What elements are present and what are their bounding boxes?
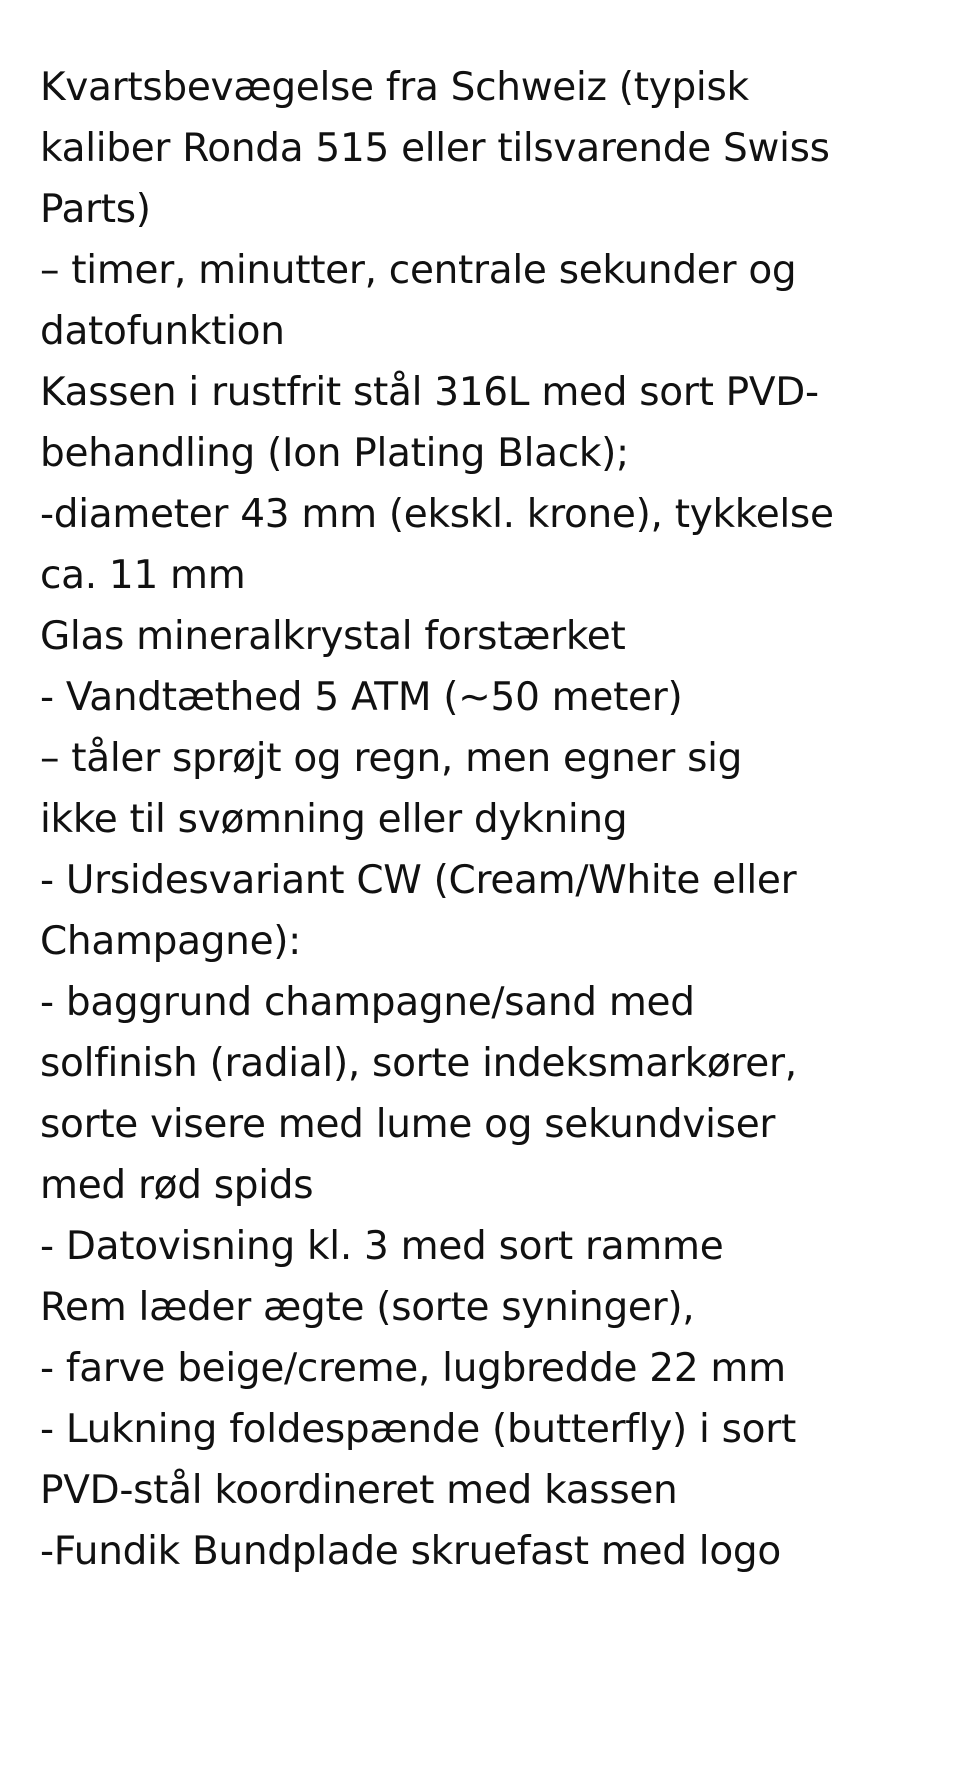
text-line: - baggrund champagne/sand med	[40, 980, 695, 1025]
text-line: kaliber Ronda 515 eller tilsvarende Swiss	[40, 126, 830, 171]
text-line: - Vandtæthed 5 ATM (~50 meter)	[40, 675, 683, 720]
text-line: behandling (Ion Plating Black);	[40, 431, 629, 476]
text-line: Champagne):	[40, 919, 302, 964]
text-line: PVD-stål koordineret med kassen	[40, 1468, 678, 1513]
text-line: datofunktion	[40, 309, 285, 354]
text-line: - Datovisning kl. 3 med sort ramme	[40, 1224, 724, 1269]
text-line: – timer, minutter, centrale sekunder og	[40, 248, 797, 293]
text-line: ikke til svømning eller dykning	[40, 797, 628, 842]
text-line: - farve beige/creme, lugbredde 22 mm	[40, 1346, 786, 1391]
text-line: - Lukning foldespænde (butterfly) i sort	[40, 1407, 796, 1452]
text-line: Kvartsbevægelse fra Schweiz (typisk	[40, 65, 749, 110]
text-line: solfinish (radial), sorte indeksmarkører,	[40, 1041, 797, 1086]
text-line: -Fundik Bundplade skruefast med logo	[40, 1529, 781, 1574]
text-line: Rem læder ægte (sorte syninger),	[40, 1285, 695, 1330]
text-line: Parts)	[40, 187, 151, 232]
text-line: med rød spids	[40, 1163, 314, 1208]
text-line: -diameter 43 mm (ekskl. krone), tykkelse	[40, 492, 834, 537]
text-line: ca. 11 mm	[40, 553, 246, 598]
text-line: – tåler sprøjt og regn, men egner sig	[40, 736, 743, 781]
text-line: Glas mineralkrystal forstærket	[40, 614, 626, 659]
text-line: Kassen i rustfrit stål 316L med sort PVD-	[40, 370, 819, 415]
product-description	[40, 57, 940, 1582]
text-line: sorte visere med lume og sekundviser	[40, 1102, 776, 1147]
text-line: - Ursidesvariant CW (Cream/White eller	[40, 858, 797, 903]
